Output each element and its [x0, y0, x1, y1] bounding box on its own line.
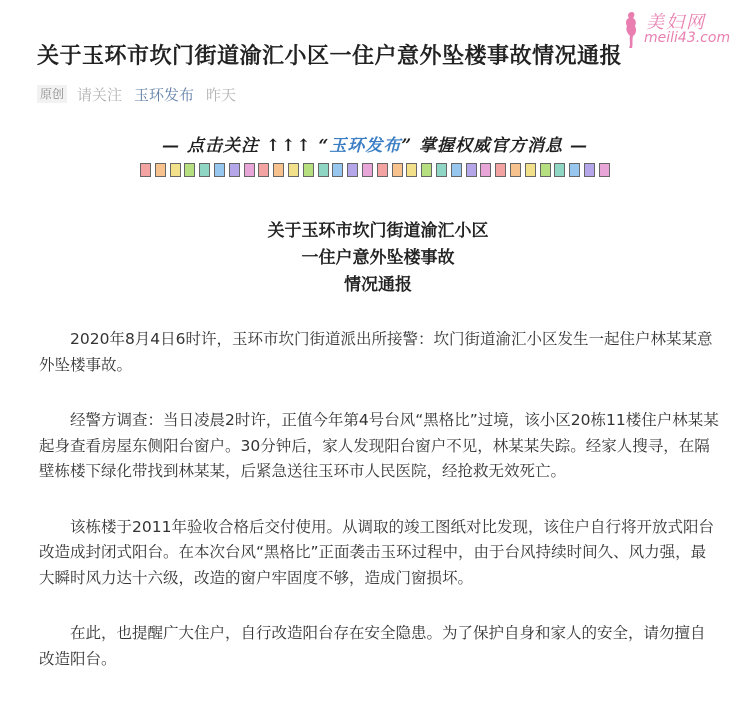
decorative-square [288, 163, 299, 177]
decorative-square [273, 163, 284, 177]
decorative-square [466, 163, 477, 177]
decorative-square [569, 163, 580, 177]
decorative-square [170, 163, 181, 177]
decorative-square [362, 163, 373, 177]
follow-banner-text [140, 131, 610, 156]
decorative-square [406, 163, 417, 177]
decorative-square [436, 163, 447, 177]
watermark-site-url: meili43.com [644, 30, 731, 46]
decorative-square [599, 163, 610, 177]
body-paragraph: 经警方调查：当日凌晨2时许，正值今年第4号台风“黑格比”过境，该小区20栋11楼住户林某某起身查看房屋东侧阳台窗户。30分钟后，家人发现阳台窗户不见，林某某失踪。经家人搜寻，在隔壁栋楼下绿化带找到林某某，后紧急送往玉环市人民医院，经抢救无效死亡。 [39, 411, 719, 480]
decorative-square [392, 163, 403, 177]
decorative-square [140, 163, 151, 177]
woman-silhouette-logo-icon [620, 10, 642, 50]
decorative-square [184, 163, 195, 177]
decorative-square [584, 163, 595, 177]
body-paragraph: 2020年8月4日6时许，玉环市坎门街道派出所接警：坎门街道渝汇小区发生一起住户林某某意外坠楼事故。 [39, 330, 713, 374]
decorative-square [303, 163, 314, 177]
decorative-square [377, 163, 388, 177]
publish-date: 昨天 [206, 85, 237, 104]
decorative-square [258, 163, 269, 177]
follow-prompt: 请关注 [77, 85, 123, 104]
decorative-square [318, 163, 329, 177]
decorative-square [525, 163, 536, 177]
headline-line-2: 一住户意外坠楼事故 [301, 248, 455, 268]
headline-line-1: 关于玉环市坎门街道渝汇小区 [267, 221, 489, 241]
article-body [39, 327, 719, 702]
decorative-square [332, 163, 343, 177]
watermark [620, 6, 750, 52]
banner-prefix: — 点击关注 ↑↑↑ “ [162, 136, 330, 156]
article-title: 关于玉环市坎门街道渝汇小区一住户意外坠楼事故情况通报 [37, 44, 623, 69]
decorative-square [510, 163, 521, 177]
decorative-square [229, 163, 240, 177]
account-name-link[interactable]: 玉环发布 [134, 85, 195, 104]
decorative-square [155, 163, 166, 177]
headline-line-3: 情况通报 [344, 275, 412, 295]
decorative-square [244, 163, 255, 177]
article-meta [37, 84, 236, 104]
decorative-square [480, 163, 491, 177]
decorative-square [554, 163, 565, 177]
decorative-square [451, 163, 462, 177]
body-paragraph: 在此，也提醒广大住户，自行改造阳台存在安全隐患。为了保护自身和家人的安全，请勿擅自改造阳台。 [39, 624, 706, 668]
original-badge: 原创 [37, 85, 67, 103]
banner-suffix: ” 掌握权威官方消息 — [401, 136, 588, 156]
decorative-square [347, 163, 358, 177]
banner-account-highlight[interactable]: 玉环发布 [329, 136, 402, 156]
report-headline [0, 218, 756, 299]
decorative-square [421, 163, 432, 177]
decorative-square [495, 163, 506, 177]
decorative-squares-row [140, 163, 610, 179]
follow-banner [140, 131, 610, 183]
decorative-square [540, 163, 551, 177]
decorative-square [199, 163, 210, 177]
decorative-square [214, 163, 225, 177]
body-paragraph: 该栋楼于2011年验收合格后交付使用。从调取的竣工图纸对比发现，该住户自行将开放式阳台改造成封闭式阳台。在本次台风“黑格比”正面袭击玉环过程中，由于台风持续时间久、风力强，最大瞬时风力达十六级，改造的窗户牢固度不够，造成门窗损坏。 [39, 517, 714, 587]
watermark-site-name: 美妇网 [646, 12, 706, 33]
